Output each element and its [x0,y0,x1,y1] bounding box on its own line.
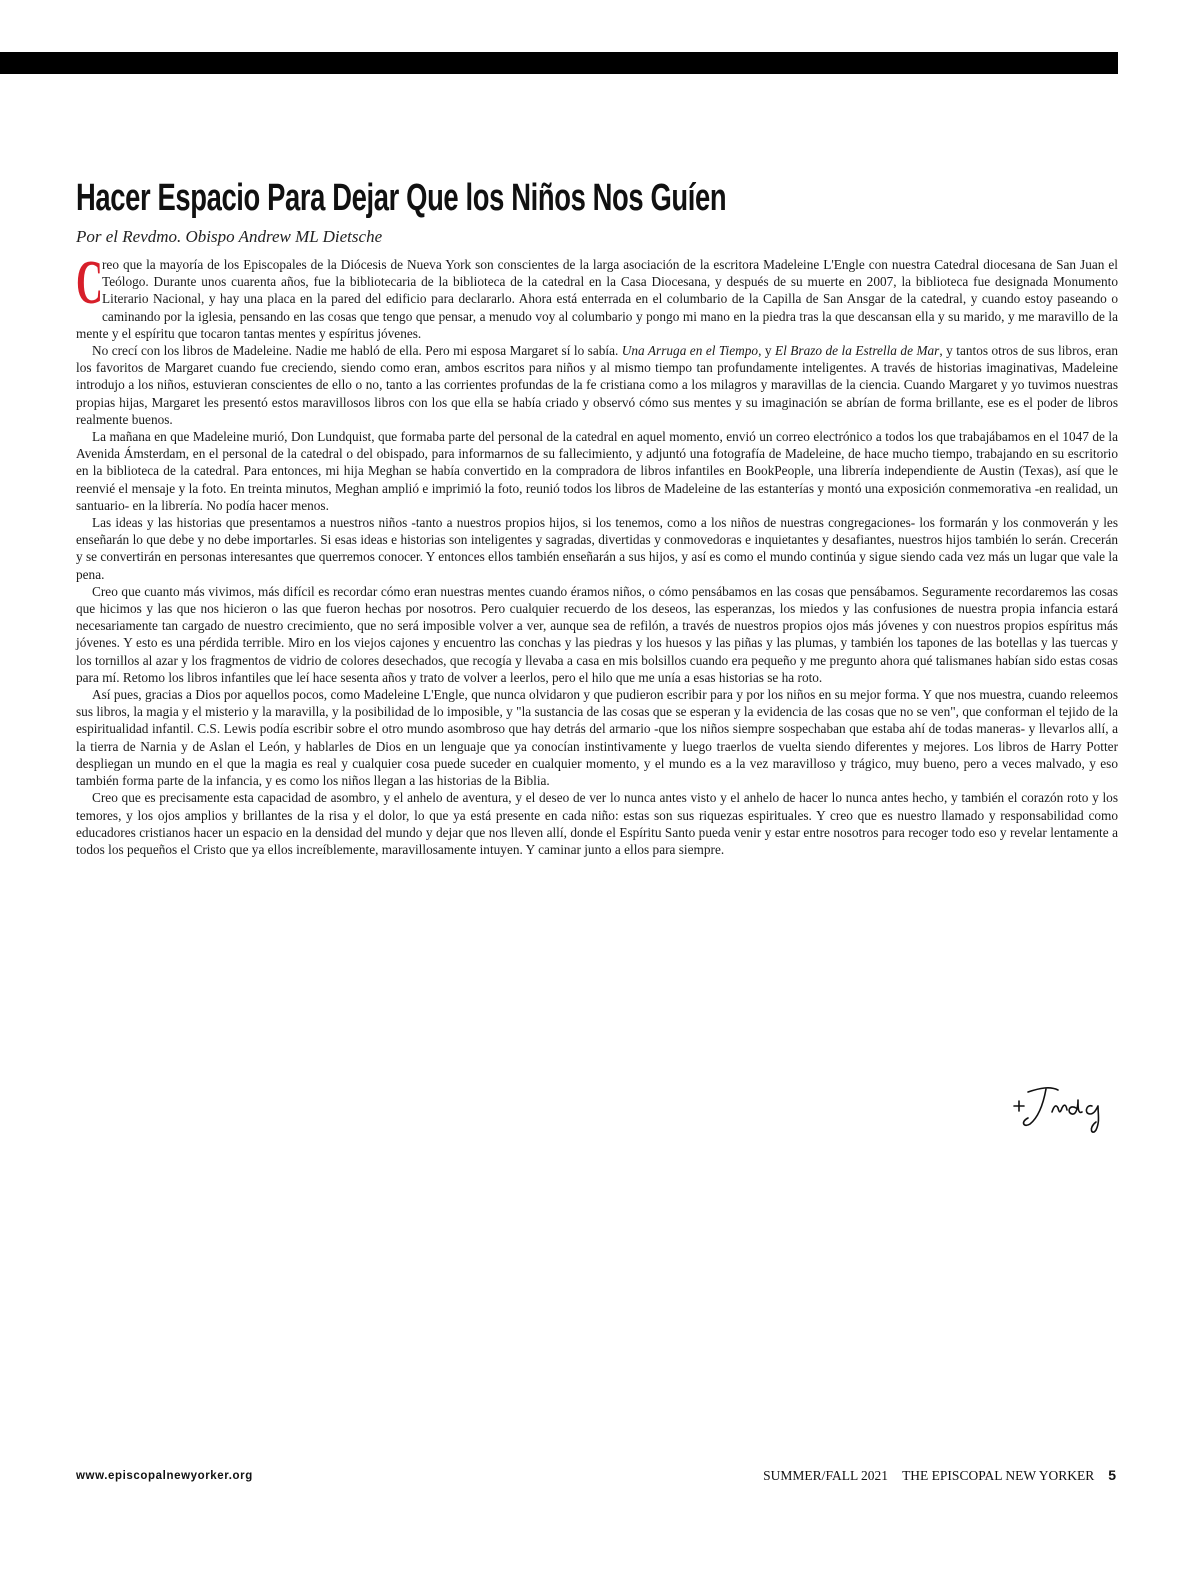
paragraph-2-text-b: , y [758,343,775,359]
paragraph-2 [76,342,1118,428]
article-byline: Por el Revdmo. Obispo Andrew ML Dietsche [76,227,383,246]
article-title: Hacer Espacio Para Dejar Que los Niños Nos Guíen [76,177,727,219]
footer-publication-name: THE EPISCOPAL NEW YORKER [902,1468,1095,1483]
paragraph-4: Las ideas y las historias que presentamos a nuestros niños -tanto a nuestros propios hijos, si los tenemos, como a los niños de nuestras congregaciones- los formarán y los conmoverán y les enseñarán lo que debe y no debe importarles. Si esas ideas e historias son inteligentes y sagradas, divertidas y conmovedoras e inquietantes y desafiantes, nuestros hijos también lo serán. Crecerán y se convertirán en personas interesantes que querremos conocer. Y entonces ellos también enseñarán a sus hijos, y así es como el mundo continúa y sigue siendo cada vez más un lugar que vale la pena. [76,515,1118,582]
drop-cap: C [76,249,103,317]
top-rule-bar [0,52,1118,74]
article-body [76,249,1118,858]
paragraph-3: La mañana en que Madeleine murió, Don Lundquist, que formaba parte del personal de la catedral en aquel momento, envió un correo electrónico a todos los que trabajábamos en el 1047 de la Avenida Ámsterdam, en el personal de la catedral o del obispado, para informarnos de su fallecimiento, y adjuntó una fotografía de Madeleine, de hace mucho tiempo, trabajando en su escritorio en la biblioteca de la catedral. Para entonces, mi hija Meghan se había convertido en la compradora de libros infantiles en BookPeople, una librería independiente de Austin (Texas), así que le reenvié el mensaje y la foto. En treinta minutos, Meghan amplió e imprimió la foto, reunió todos los libros de Madeleine de las estanterías y montó una exposición conmemorativa -en realidad, un santuario- en la librería. No podía hacer menos. [76,429,1118,513]
paragraph-2-text-a: No crecí con los libros de Madeleine. Nadie me habló de ella. Pero mi esposa Margaret sí lo sabía. [92,343,622,359]
paragraph-2-text-c: , y tantos otros de sus libros, eran los favoritos de Margaret cuando fue creciendo, siendo como eran, ambos escritos para niños y al mismo tiempo tan profundamente inteligentes. A través de historias imaginativas, Madeleine introdujo a los niños, estuvieran conscientes de ello o no, tanto a las corrientes profundas de la fe cristiana como a los milagros y maravillas de la ciencia. Cuando Margaret y yo tuvimos nuestras propias hijas, Margaret les presentó estos maravillosos libros con los que ella se había criado y observó cómo sus mentes y su imaginación se abrían de forma brillante, ese es el poder de libros realmente buenos. [76,343,1118,427]
paragraph-5: Creo que cuanto más vivimos, más difícil es recordar cómo eran nuestras mentes cuando éramos niños, o cómo pensábamos en las cosas que pensábamos. Seguramente recordaremos las cosas que hicimos y las que nos hicieron o las que fueron hechas por nosotros. Pero cualquier recuerdo de los deseos, las esperanzas, los miedos y las confusiones de nuestra propia infancia estará necesariamente tan cargado de nuestro crecimiento, que no será imposible volver a ver, aunque sea de refilón, a través de nuestros propios ojos más jóvenes y con nuestros propios espíritus más jóvenes. Y esto es una pérdida terrible. Miro en los viejos cajones y encuentro las conchas y las piedras y los huesos y las piñas y las plumas, y también los tapones de las botellas y las tuercas y los tornillos al azar y los fragmentos de vidrio de colores desechados, que recogía y llevaba a casa en mis bolsillos cuando era pequeño y me pregunto ahora qué talismanes habían sido estas cosas para mí. Retomo los libros infantiles que leí hace sesenta años y trato de volver a leerlos, pero el hilo que me unía a esas historias se ha roto. [76,583,1118,685]
signature [1010,1078,1120,1138]
paragraph-6: Así pues, gracias a Dios por aquellos pocos, como Madeleine L'Engle, que nunca olvidaron y que pudieron escribir para y por los niños en su mejor forma. Y que nos muestra, cuando releemos sus libros, la magia y el misterio y la maravilla, y la posibilidad de lo imposible, y "la sustancia de las cosas que se esperan y la evidencia de las cosas que no se ven", que conforman el tejido de la espiritualidad infantil. C.S. Lewis podía escribir sobre el otro mundo asombroso que hay detrás del armario -que los niños siempre sospechaban que estaba ahí de todas maneras- y llevarlos allí, a la tierra de Narnia y de Aslan el León, y hablarles de Dios en un lenguaje que ya conocían instintivamente y luego traerlos de vuelta siendo diferentes y mejores. Los libros de Harry Potter despliegan un mundo en el que la magia es real y cualquier cosa puede suceder en cualquier momento, y el mundo es a la vez maravilloso y trágico, muy bueno, pero a veces malvado, y eso también forma parte de la infancia, y es como los niños llegan a las historias de la Biblia. [76,687,1118,789]
footer-website-url[interactable]: www.episcopalnewyorker.org [76,1470,253,1482]
book-title-arruga: Una Arruga en el Tiempo [621,343,759,359]
book-title-brazo: El Brazo de la Estrella de Mar [774,343,940,359]
footer-publication-info [763,1467,1116,1484]
paragraph-7: Creo que es precisamente esta capacidad de asombro, y el anhelo de aventura, y el deseo de ver lo nunca antes visto y el anhelo de hacer lo nunca antes hecho, y también el corazón roto y los temores, y los ojos amplios y brillantes de la risa y el dolor, lo que ya está presente en cada niño: estas son sus riquezas espirituales. Y creo que es nuestro llamado y responsabilidad como educadores cristianos hacer un espacio en la densidad del mundo y dejar que nos lleven allí, donde el Espíritu Santo pueda venir y estar entre nosotros para recoger todo eso y revelar lentamente a todos los pequeños el Cristo que ya ellos increíblemente, maravillosamente intuyen. Y caminar junto a ellos para siempre. [76,790,1118,857]
footer-issue: SUMMER/FALL 2021 [763,1468,889,1483]
page-number: 5 [1108,1467,1116,1483]
paragraph-1-text: reo que la mayoría de los Episcopales de la Diócesis de Nueva York son conscientes de la larga asociación de la escritora Madeleine L'Engle con nuestra Catedral diocesana de San Juan el Teólogo. Durante unos cuarenta años, fue la bibliotecaria de la biblioteca de la catedral en la Casa Diocesana, y después de su muerte en 2007, la biblioteca fue designada Monumento Literario Nacional, y hay una placa en la pared del edificio para declararlo. Ahora está enterrada en el columbario de la Capilla de San Ansgar de la catedral, y cuando estoy paseando o caminando por la iglesia, pensando en las cosas que tengo que pensar, a menudo voy al columbario y pongo mi mano en la piedra tras la que descansan ella y su marido, y me maravillo de la mente y el espíritu que tocaron tantas mentes y espíritus jóvenes. [76,257,1118,341]
article [76,174,1118,858]
paragraph-1 [76,249,1118,342]
